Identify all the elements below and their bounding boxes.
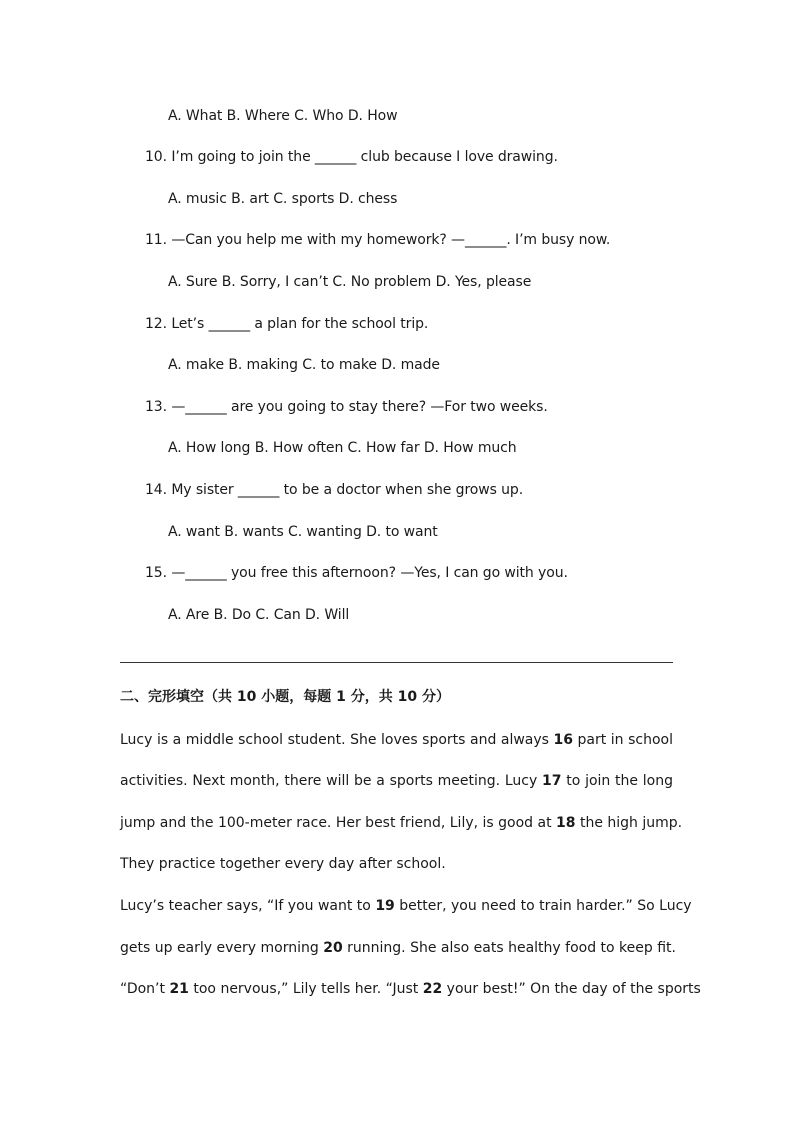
passage-line-7: “Don’t 21 too nervous,” Lily tells her. “Just 22 your best!” On the day of the sports xyxy=(120,981,701,997)
section-2-title: 二、完形填空（共 10 小题，每题 1 分，共 10 分） xyxy=(120,689,450,705)
passage-line-3: jump and the 100-meter race. Her best friend, Lily, is good at 18 the high jump. xyxy=(120,815,683,831)
section-divider xyxy=(120,662,673,663)
question-11-stem: 11. —Can you help me with my homework? —______. I’m busy now. xyxy=(145,232,611,248)
question-14-options: A. want B. wants C. wanting D. to want xyxy=(168,524,438,540)
question-12-options: A. make B. making C. to make D. made xyxy=(168,357,440,373)
question-12-stem: 12. Let’s ______ a plan for the school trip. xyxy=(145,316,429,332)
question-14-stem: 14. My sister ______ to be a doctor when she grows up. xyxy=(145,482,524,498)
question-11-options: A. Sure B. Sorry, I can’t C. No problem D. Yes, please xyxy=(168,274,532,290)
question-13-options: A. How long B. How often C. How far D. How much xyxy=(168,440,517,456)
passage-line-5: Lucy’s teacher says, “If you want to 19 better, you need to train harder.” So Lucy xyxy=(120,898,692,914)
blank-number-18: 18 xyxy=(556,815,576,831)
passage-line-6: gets up early every morning 20 running. She also eats healthy food to keep fit. xyxy=(120,940,676,956)
passage-line-1: Lucy is a middle school student. She loves sports and always 16 part in school xyxy=(120,732,673,748)
blank-number-20: 20 xyxy=(323,940,343,956)
blank-number-19: 19 xyxy=(375,898,395,914)
blank-number-21: 21 xyxy=(169,981,189,997)
question-10-stem: 10. I’m going to join the ______ club because I love drawing. xyxy=(145,149,558,165)
blank-number-17: 17 xyxy=(542,773,562,789)
passage-line-2: activities. Next month, there will be a sports meeting. Lucy 17 to join the long xyxy=(120,773,673,789)
blank-number-22: 22 xyxy=(422,981,443,997)
question-13-stem: 13. —______ are you going to stay there? —For two weeks. xyxy=(145,399,548,415)
question-9-options: A. What B. Where C. Who D. How xyxy=(168,108,398,124)
question-10-options: A. music B. art C. sports D. chess xyxy=(168,191,398,207)
blank-number-16: 16 xyxy=(553,732,573,748)
question-15-stem: 15. —______ you free this afternoon? —Yes, I can go with you. xyxy=(145,565,568,581)
question-15-options: A. Are B. Do C. Can D. Will xyxy=(168,607,350,623)
passage-line-4: They practice together every day after school. xyxy=(120,856,446,872)
